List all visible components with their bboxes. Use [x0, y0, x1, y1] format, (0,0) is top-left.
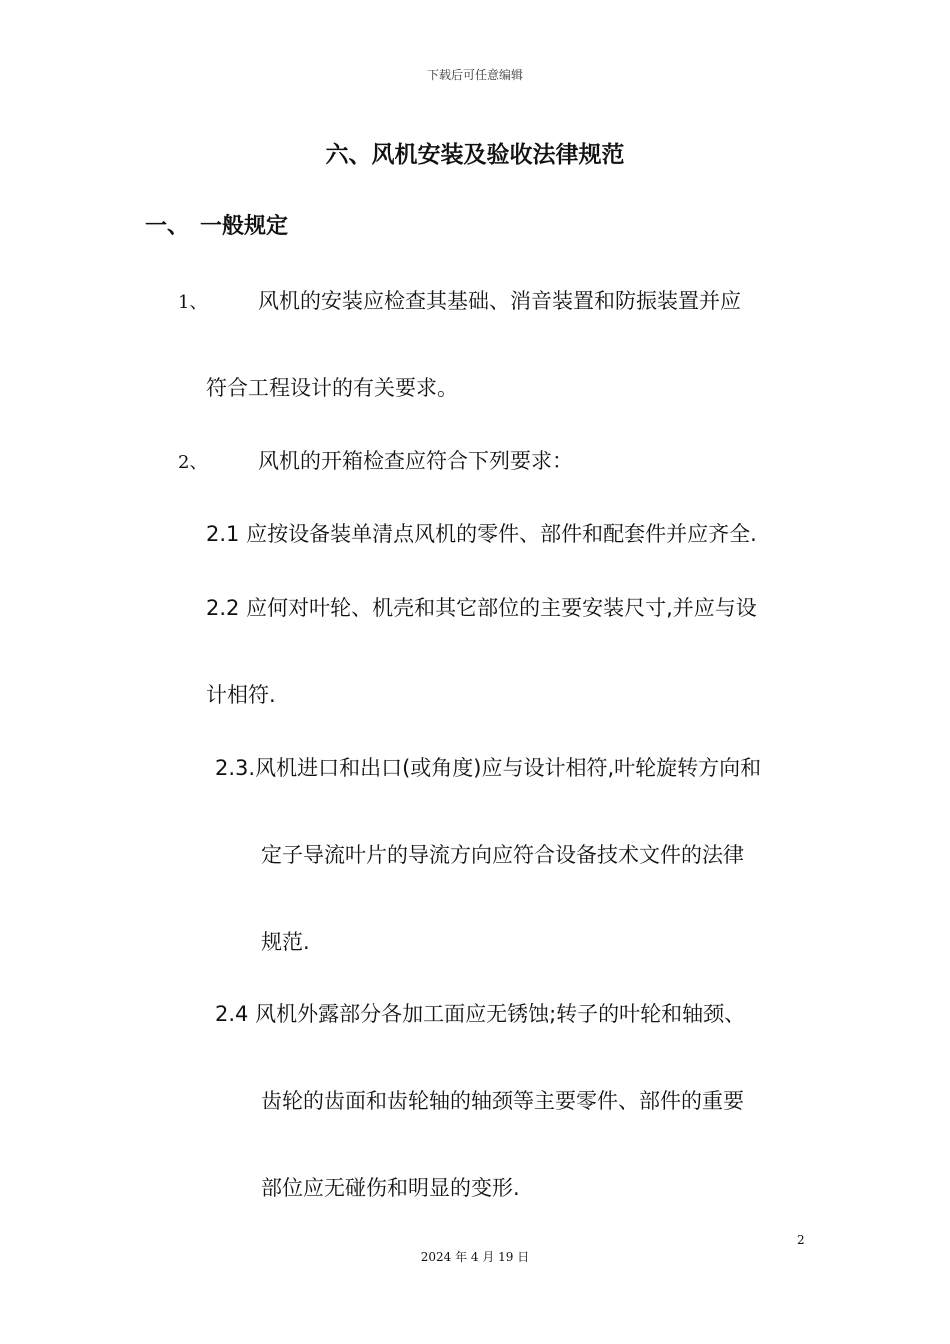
section-number: 一、	[145, 214, 190, 239]
page-header: 下载后可任意编辑	[426, 68, 523, 82]
item-2-line-1: 风机的开箱检查应符合下列要求：	[258, 449, 573, 473]
subitem-2-1: 2.1 应按设备装单清点风机的零件、部件和配套件并应齐全.	[206, 522, 757, 546]
subitem-2-3-line-3: 规范.	[261, 930, 310, 954]
page-number: 2	[797, 1233, 805, 1247]
subitem-2-4-line-1: 2.4 风机外露部分各加工面应无锈蚀;转子的叶轮和轴颈、	[215, 1002, 746, 1026]
subitem-2-3-line-1: 2.3.风机进口和出口(或角度)应与设计相符,叶轮旋转方向和	[215, 756, 762, 780]
page-footer-date: 2024 年 4 月 19 日	[420, 1250, 530, 1264]
item-2-number: 2、	[178, 452, 208, 473]
subitem-2-2-line-2: 计相符.	[206, 683, 276, 707]
document-title: 六、风机安装及验收法律规范	[325, 142, 625, 168]
item-1-line-2: 符合工程设计的有关要求。	[206, 376, 458, 400]
subitem-2-4-line-3: 部位应无碰伤和明显的变形.	[261, 1176, 520, 1200]
item-1-number: 1、	[178, 292, 208, 313]
section-heading: 一般规定	[200, 214, 289, 239]
subitem-2-3-line-2: 定子导流叶片的导流方向应符合设备技术文件的法律	[261, 843, 744, 867]
subitem-2-2-line-1: 2.2 应何对叶轮、机壳和其它部位的主要安装尺寸,并应与设	[206, 596, 757, 620]
subitem-2-4-line-2: 齿轮的齿面和齿轮轴的轴颈等主要零件、部件的重要	[261, 1089, 744, 1113]
item-1-line-1: 风机的安装应检查其基础、消音装置和防振装置并应	[258, 289, 741, 313]
